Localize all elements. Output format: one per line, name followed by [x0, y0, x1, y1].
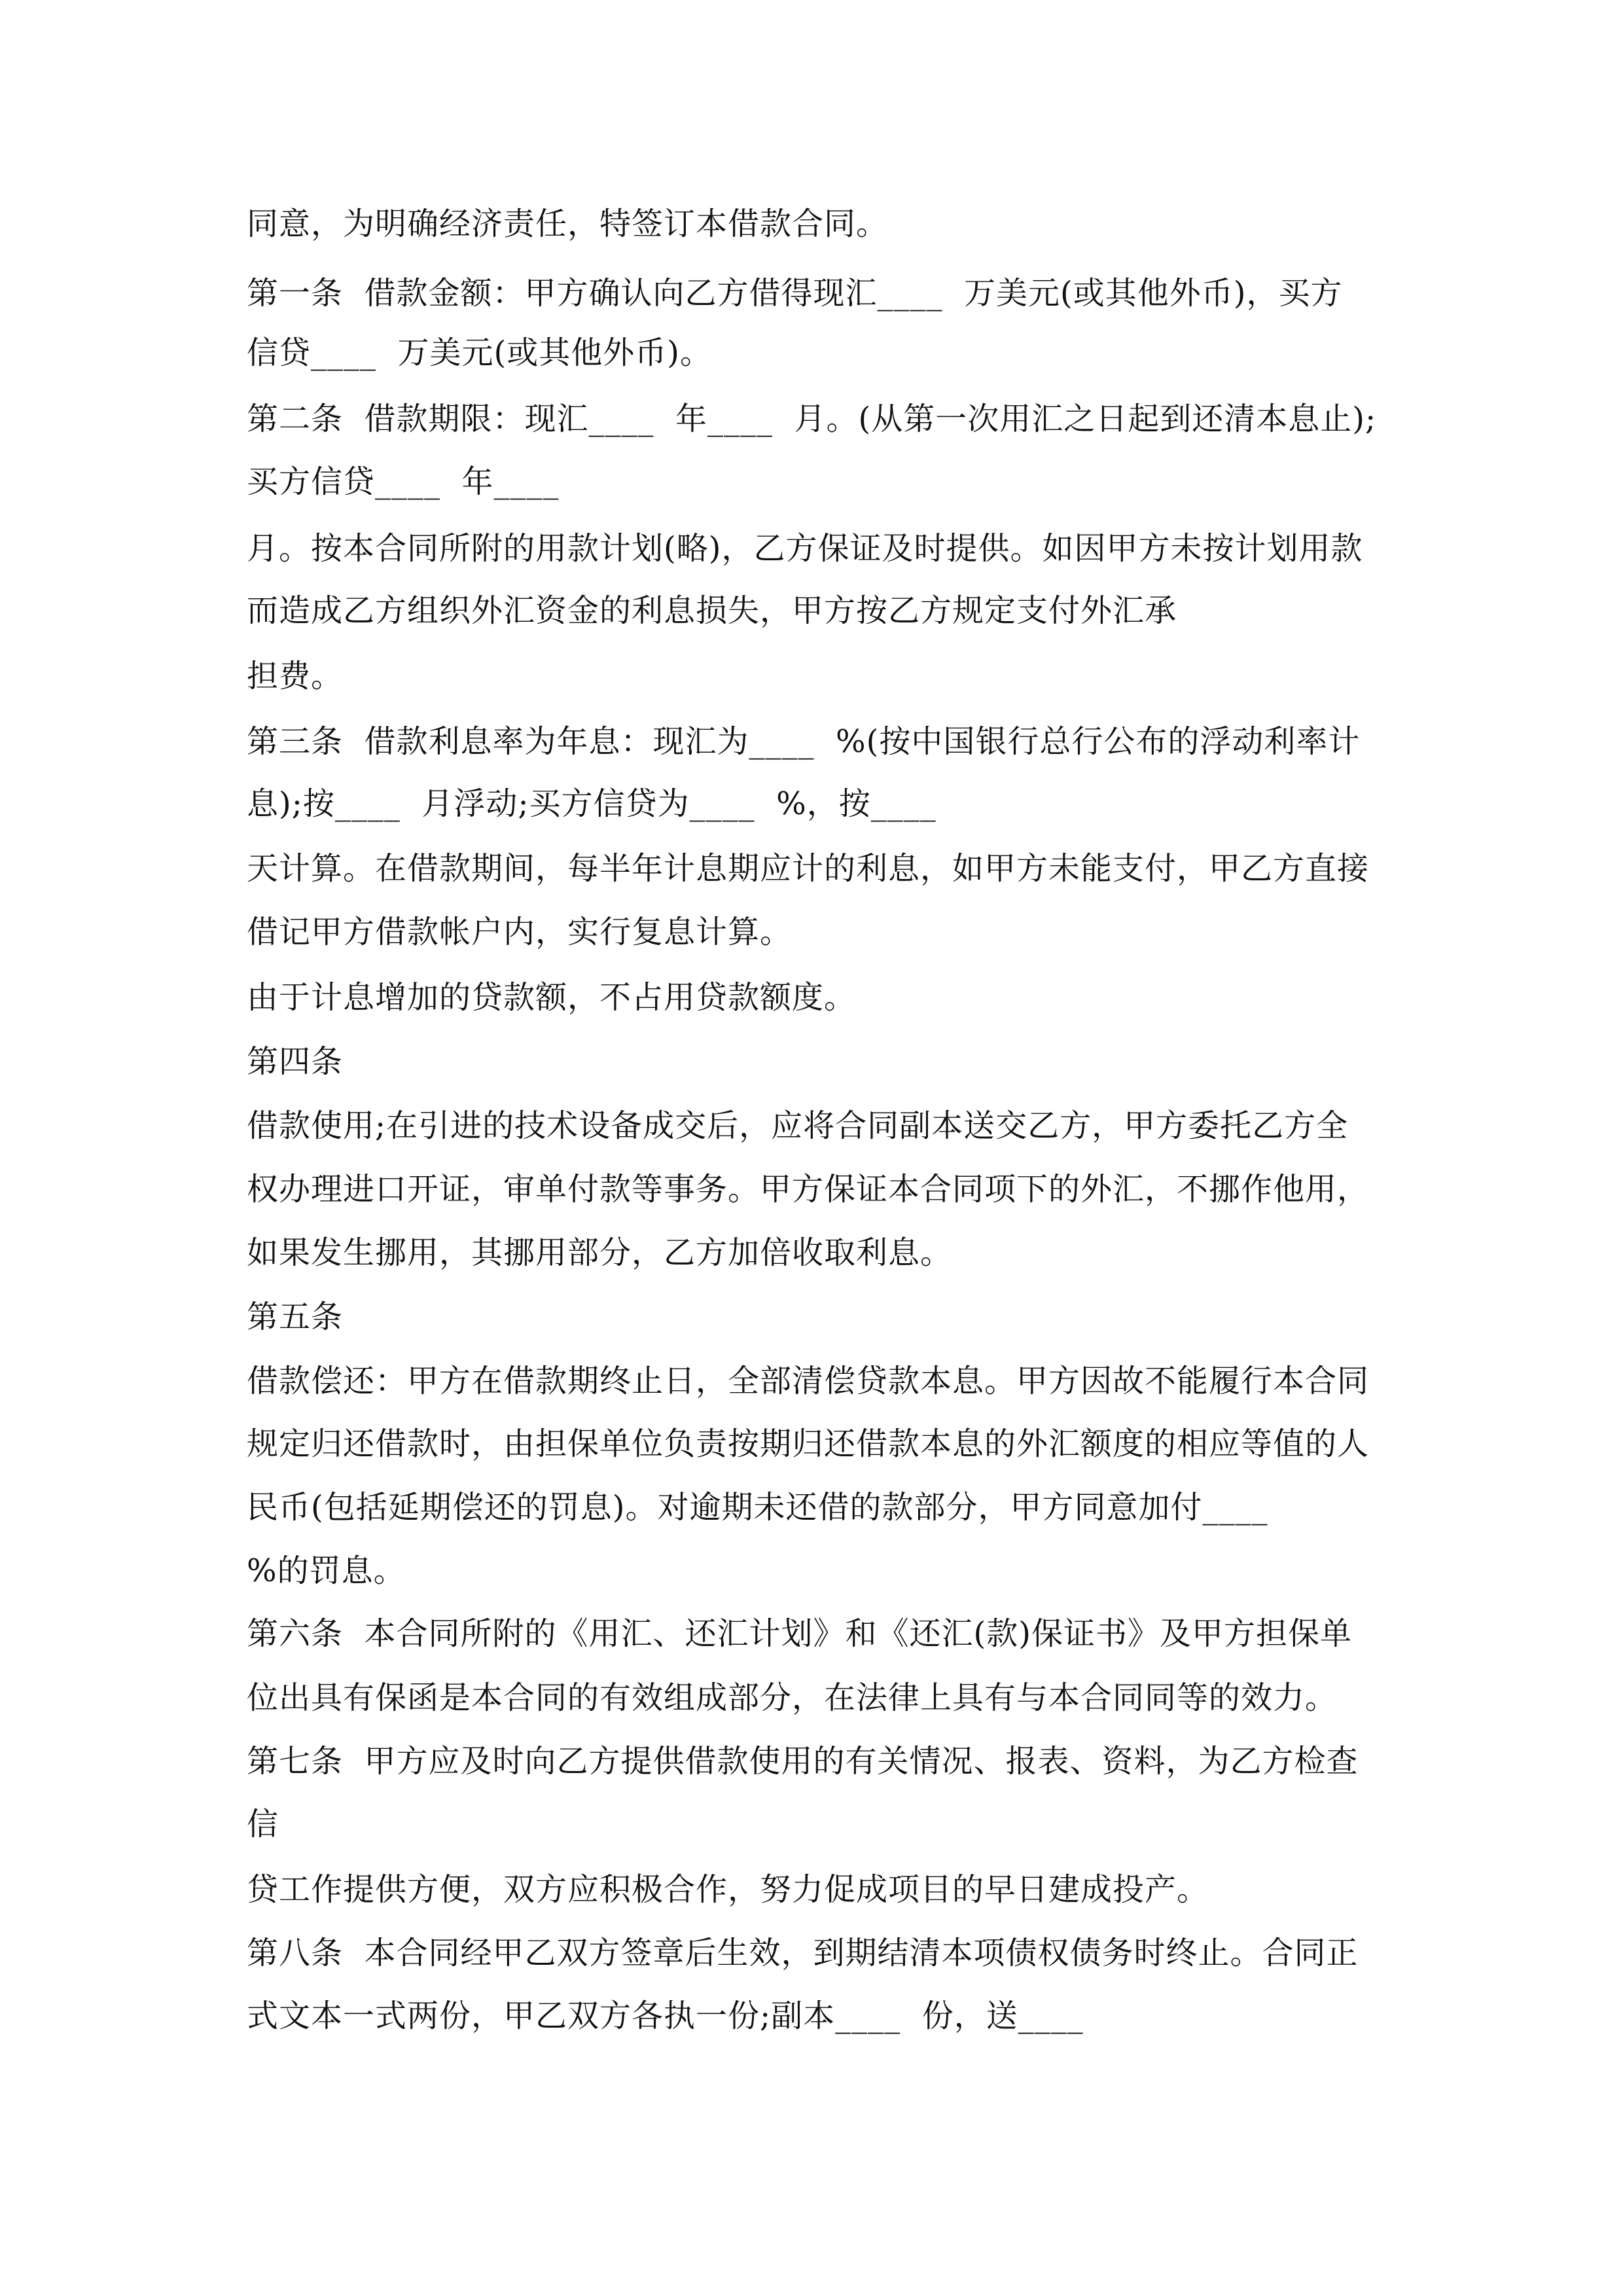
- text-line: 规定归还借款时，由担保单位负责按期归还借款本息的外汇额度的相应等值的人: [247, 1426, 1370, 1462]
- text-line: 贷工作提供方便，双方应积极合作，努力促成项目的早日建成投产。: [247, 1871, 1209, 1908]
- text-line: 第六条 本合同所附的《用汇、还汇计划》和《还汇(款)保证书》及甲方担保单: [247, 1615, 1352, 1652]
- text-line: 信贷____ 万美元(或其他外币)。: [247, 334, 712, 371]
- text-line: 借款使用;在引进的技术设备成交后，应将合同副本送交乙方，甲方委托乙方全: [247, 1107, 1349, 1144]
- text-line: 同意，为明确经济责任，特签订本借款合同。: [247, 206, 889, 242]
- text-line: 天计算。在借款期间，每半年计息期应计的利息，如甲方未能支付，甲乙方直接: [247, 850, 1370, 887]
- text-line: 借款偿还：甲方在借款期终止日，全部清偿贷款本息。甲方因故不能履行本合同: [247, 1363, 1370, 1399]
- text-line: 月。按本合同所附的用款计划(略)，乙方保证及时提供。如因甲方未按计划用款: [247, 530, 1363, 567]
- text-line: 而造成乙方组织外汇资金的利息损失，甲方按乙方规定支付外汇承: [247, 592, 1177, 629]
- text-line: 第一条 借款金额：甲方确认向乙方借得现汇____ 万美元(或其他外币)，买方: [247, 275, 1343, 312]
- text-line: 式文本一式两份，甲乙双方各执一份;副本____ 份，送____: [247, 1998, 1084, 2034]
- text-line: 由于计息增加的贷款额，不占用贷款额度。: [247, 979, 857, 1016]
- text-line: 位出具有保函是本合同的有效组成部分，在法律上具有与本合同同等的效力。: [247, 1679, 1338, 1716]
- text-line: 民币(包括延期偿还的罚息)。对逾期未还借的款部分，甲方同意加付____: [247, 1489, 1268, 1526]
- text-line: 第七条 甲方应及时向乙方提供借款使用的有关情况、报表、资料，为乙方检查: [247, 1743, 1359, 1780]
- text-line: 第二条 借款期限：现汇____ 年____ 月。(从第一次用汇之日起到还清本息止);: [247, 401, 1377, 437]
- text-line: 第八条 本合同经甲乙双方签章后生效，到期结清本项债权债务时终止。合同正: [247, 1935, 1359, 1971]
- text-line: 借记甲方借款帐户内，实行复息计算。: [247, 914, 793, 950]
- text-line: 担费。: [247, 658, 344, 694]
- text-line: 如果发生挪用，其挪用部分，乙方加倍收取利息。: [247, 1234, 953, 1271]
- text-line: %的罚息。: [247, 1552, 406, 1589]
- text-line: 信: [247, 1806, 279, 1842]
- text-line: 买方信贷____ 年____: [247, 463, 560, 500]
- text-line: 第三条 借款利息率为年息：现汇为____ %(按中国银行总行公布的浮动利率计: [247, 723, 1361, 760]
- text-line: 权办理进口开证，审单付款等事务。甲方保证本合同项下的外汇，不挪作他用，: [247, 1171, 1370, 1208]
- text-line: 息);按____ 月浮动;买方信贷为____ %，按____: [247, 785, 936, 822]
- text-line: 第五条: [247, 1299, 344, 1335]
- text-line: 第四条: [247, 1043, 344, 1080]
